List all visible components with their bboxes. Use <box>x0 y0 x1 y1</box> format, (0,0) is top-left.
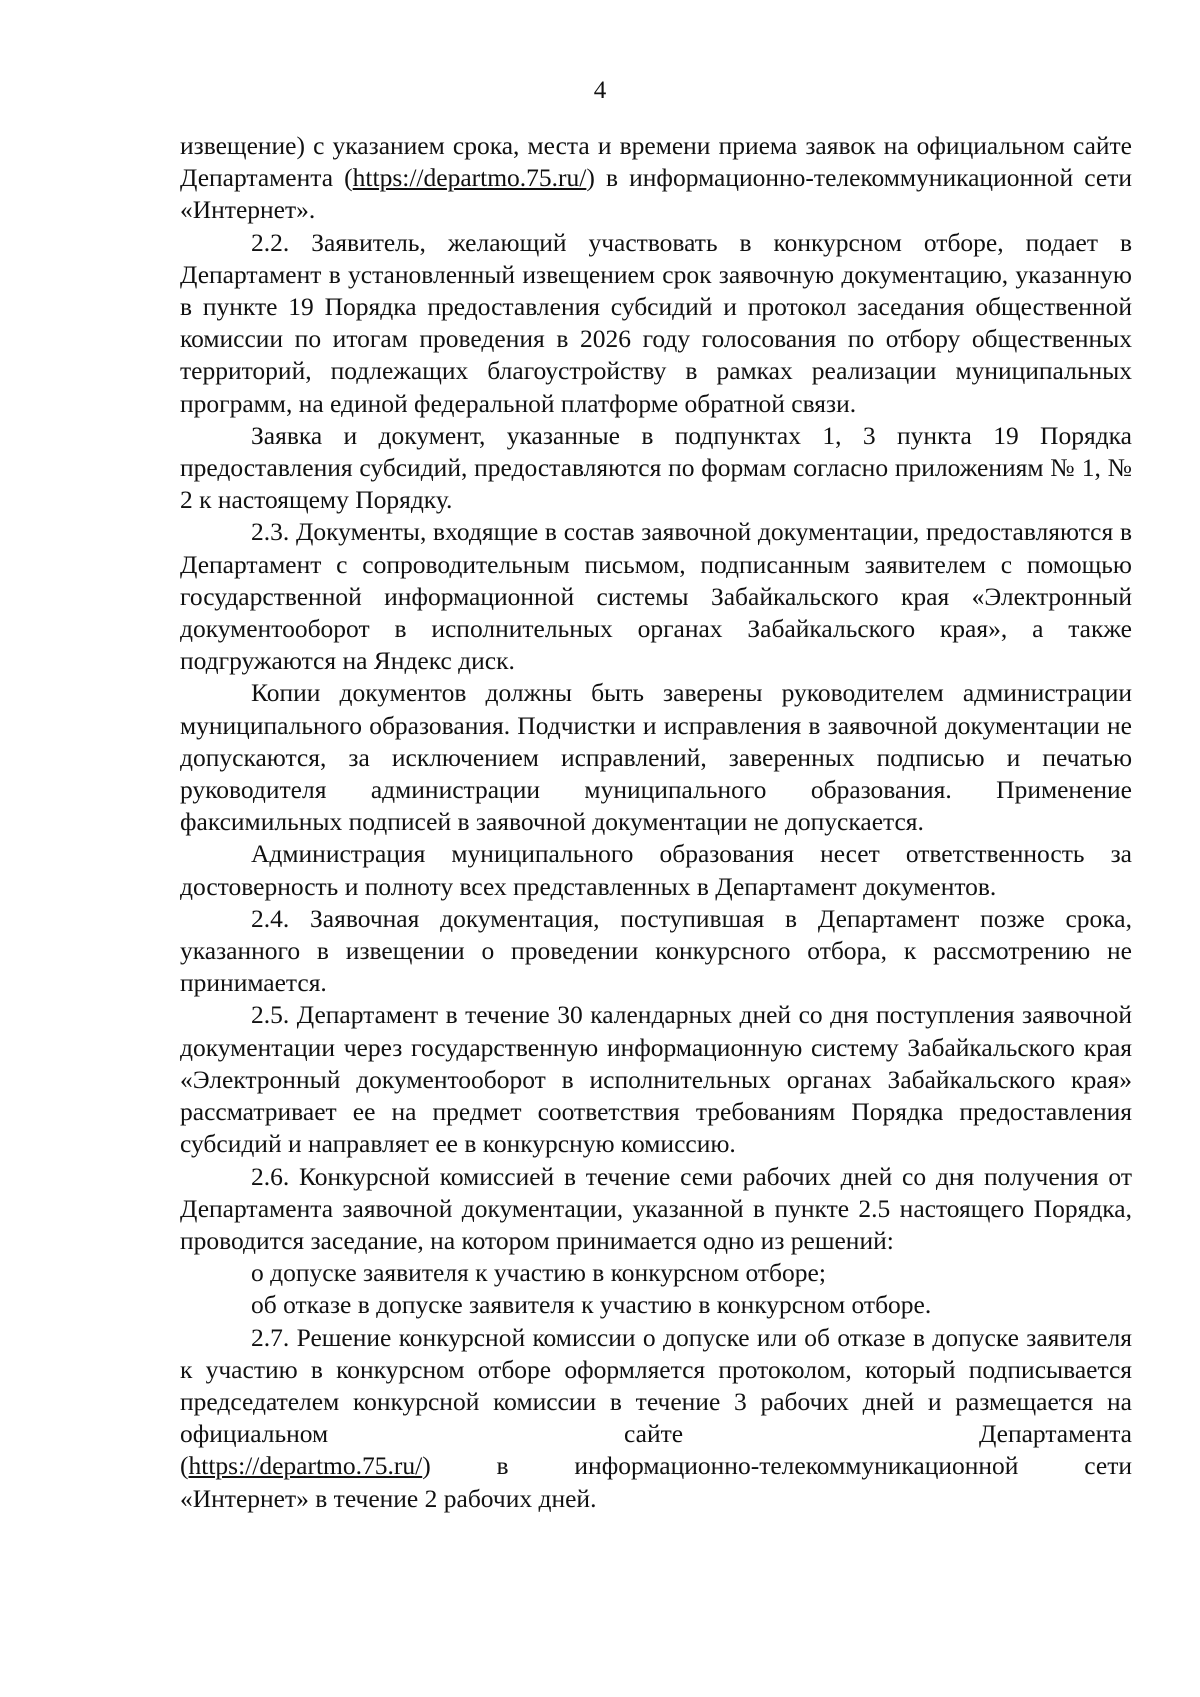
paragraph-text: ) в информационно-телекоммуникационной сети <box>422 1451 1132 1481</box>
website-link[interactable]: https://departmo.75.ru/ <box>188 1451 423 1481</box>
paragraph-text: ( <box>180 1451 189 1481</box>
paragraph-2-3: 2.3. Документы, входящие в состав заявочной документации, предоставляются в Департамент с сопроводительным письмом, подписанным заявителем с помощью государственной информационной системы Забайкальского края «Электронный документооборот в исполнительных органах Забайкальского края», а также подгружаются на Яндекс диск. <box>180 517 1132 676</box>
paragraph-application-forms: Заявка и документ, указанные в подпунктах 1, 3 пункта 19 Порядка предоставления субсидий, предоставляются по формам согласно приложениям № 1, № 2 к настоящему Порядку. <box>180 420 1132 515</box>
paragraph-text: ) в информационно-телекоммуникационной сети «Интернет». <box>180 163 1132 225</box>
paragraph-2-5: 2.5. Департамент в течение 30 календарных дней со дня поступления заявочной документации через государственную информационную систему Забайкальского края «Электронный документооборот в исполнительных органах Забайкальского края» рассматривает ее на предмет соответствия требованиям Порядка предоставления субсидий и направляет ее в конкурсную комиссию. <box>180 1000 1132 1159</box>
paragraph-2-4: 2.4. Заявочная документация, поступившая в Департамент позже срока, указанного в извещении о проведении конкурсного отбора, к рассмотрению не принимается. <box>180 903 1132 998</box>
paragraph-announcement <box>180 130 1132 227</box>
website-link[interactable]: https://departmo.75.ru/ <box>352 163 587 193</box>
paragraph-responsibility: Администрация муниципального образования несет ответственность за достоверность и полноту всех представленных в Департамент документов. <box>180 839 1132 901</box>
document-body <box>180 130 1132 1515</box>
paragraph-2-2: 2.2. Заявитель, желающий участвовать в конкурсном отборе, подает в Департамент в установленный извещением срок заявочную документацию, указанную в пункте 19 Порядка предоставления субсидий и протокол заседания общественной комиссии по итогам проведения в 2026 году голосования по отбору общественных территорий, подлежащих благоустройству в рамках реализации муниципальных программ, на единой федеральной платформе обратной связи. <box>180 227 1132 418</box>
paragraph-text: извещение) с указанием срока, места и времени приема заявок на официальном сайте Департамента ( <box>180 131 1132 193</box>
paragraph-2-6: 2.6. Конкурсной комиссией в течение семи рабочих дней со дня получения от Департамента заявочной документации, указанной в пункте 2.5 настоящего Порядка, проводится заседание, на котором принимается одно из решений: <box>180 1161 1132 1255</box>
paragraph-copies: Копии документов должны быть заверены руководителем администрации муниципального образования. Подчистки и исправления в заявочной документации не допускаются, за исключением исправлений, заверенных подписью и печатью руководителя администрации муниципального образования. Применение факсимильных подписей в заявочной документации не допускается. <box>180 678 1132 837</box>
paragraph-2-7: 2.7. Решение конкурсной комиссии о допуске или об отказе в допуске заявителя к участию в конкурсном отборе оформляется протоколом, который подписывается председателем конкурсной комиссии в течение 3 рабочих дней и размещается на официальном сайте Департамента <box>180 1322 1132 1449</box>
paragraph-2-7-end: «Интернет» в течение 2 рабочих дней. <box>180 1483 597 1513</box>
paragraph-2-7-link-line <box>180 1450 1132 1482</box>
page-number: 4 <box>593 77 607 104</box>
decision-option-refuse: об отказе в допуске заявителя к участию в конкурсном отборе. <box>251 1290 932 1320</box>
decision-option-admit: о допуске заявителя к участию в конкурсном отборе; <box>251 1258 826 1288</box>
